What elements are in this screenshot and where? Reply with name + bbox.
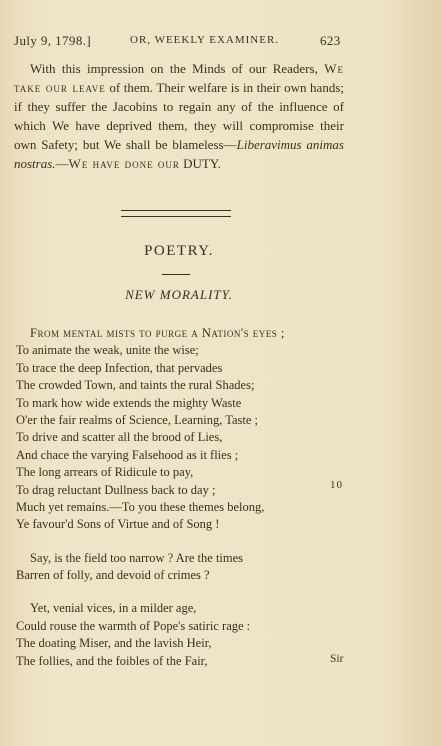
stanza-1 xyxy=(16,325,346,534)
poem-line xyxy=(16,325,346,342)
prose-final-word: DUTY. xyxy=(179,156,221,171)
poem-line: To mark how wide extends the mighty Waste xyxy=(16,395,242,410)
poem-line: Much yet remains.—To you these themes belong, xyxy=(16,499,265,514)
poem-line: Ye favour'd Sons of Virtue and of Song ! xyxy=(16,517,220,532)
poem-line: To drive and scatter all the brood of Lies, xyxy=(16,430,223,445)
prose-latin-phrase: Liberavimus animas nostras. xyxy=(14,137,344,171)
header-title: OR, WEEKLY EXAMINER. xyxy=(130,34,280,46)
poem-line: Yet, venial vices, in a milder age, xyxy=(30,601,197,616)
section-heading: POETRY. xyxy=(144,243,214,259)
poem-line: The doating Miser, and the lavish Heir, xyxy=(16,636,212,651)
prose-part-1: With this impression on the Minds of our Readers, xyxy=(30,61,318,76)
poem-line: To animate the weak, unite the wise; xyxy=(16,343,199,358)
section-divider xyxy=(121,210,231,217)
prose-dash: — xyxy=(55,156,69,171)
poem-line: The follies, and the foibles of the Fair, xyxy=(16,653,208,668)
catchword: Sir xyxy=(330,653,344,665)
poem-line: To drag reluctant Dullness back to day ; xyxy=(16,482,216,497)
poem-line: The crowded Town, and taints the rural Shades; xyxy=(16,378,255,393)
prose-smallcaps-2: We have done our xyxy=(68,156,180,171)
poem-line: Could rouse the warmth of Pope's satiric rage : xyxy=(16,618,251,633)
stanza-3 xyxy=(16,600,346,670)
poem-line: The long arrears of Ridicule to pay, xyxy=(16,465,194,480)
paragraph-text xyxy=(14,59,344,173)
poem-line: Barren of folly, and devoid of crimes ? xyxy=(16,568,210,583)
stanza-2 xyxy=(16,550,346,585)
prose-part-2: of them. Their welfare is in their own hands; if they suffer the Jacobins to regain any of the influence of which We have deprived them, they will compromise their own Safety; but We shall be blameless— xyxy=(14,80,344,152)
poem-line: And chace the varying Falsehood as it flies ; xyxy=(16,447,239,462)
poem-line: O'er the fair realms of Science, Learning, Taste ; xyxy=(16,412,259,427)
closing-paragraph xyxy=(14,59,344,173)
poem-line: Say, is the field too narrow ? Are the times xyxy=(30,550,244,565)
poem-line: To trace the deep Infection, that pervades xyxy=(16,360,223,375)
poem xyxy=(16,325,346,686)
page-number: 623 xyxy=(320,33,341,48)
poem-line-text: From mental mists to purge a Nation's eyes ; xyxy=(30,326,285,340)
poem-title: NEW MORALITY. xyxy=(125,287,233,302)
heading-rule xyxy=(162,274,190,275)
line-number: 10 xyxy=(330,479,343,491)
header-date: July 9, 1798.] xyxy=(14,33,92,48)
prose-smallcaps-1: We take our leave xyxy=(14,61,344,95)
